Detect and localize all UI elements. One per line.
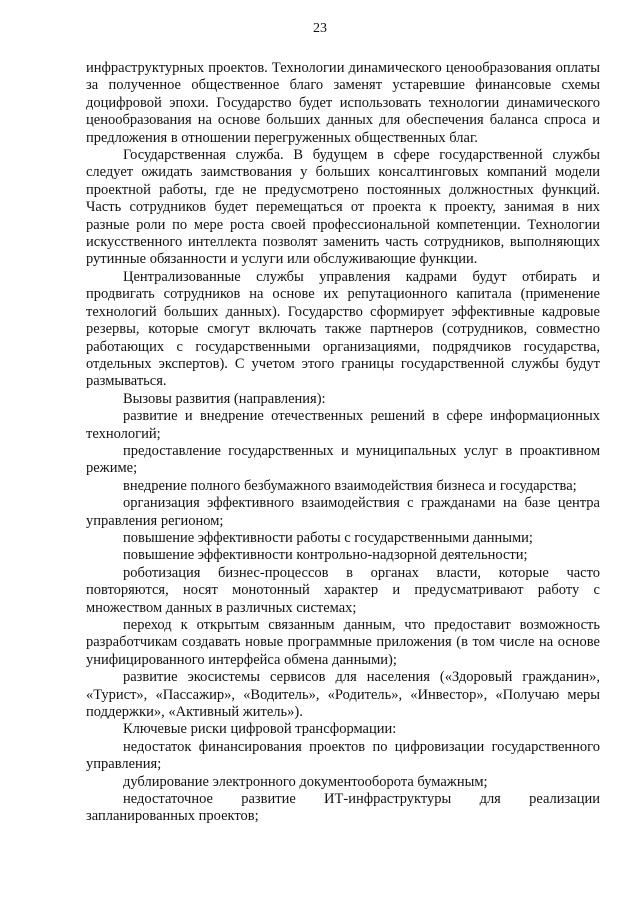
list-item: организация эффективного взаимодействия с гражданами на базе центра управления регионом; bbox=[86, 495, 600, 529]
list-item: дублирование электронного документооборота бумажным; bbox=[123, 773, 488, 790]
list-item: повышение эффективности контрольно-надзорной деятельности; bbox=[123, 547, 528, 564]
list-item: предоставление государственных и муниципальных услуг в проактивном режиме; bbox=[86, 442, 600, 477]
paragraph-continuation: инфраструктурных проектов. Технологии динамического ценообразования оплаты за полученное общественное благо заменят устаревшие финансовые схемы доцифровой эпохи. Государство будет использовать технологии динамического ценообразования на основе больших данных для обеспечения баланса спроса и предложения в отношении перегруженных общественных благ. bbox=[86, 60, 600, 146]
list-item: переход к открытым связанным данным, что предоставит возможность разработчикам создавать новые программные приложения (в том числе на основе унифицированного интерфейса обмена данными); bbox=[86, 617, 600, 668]
list-item: повышение эффективности работы с государственными данными; bbox=[123, 529, 533, 546]
list-item: внедрение полного безбумажного взаимодействия бизнеса и государства; bbox=[123, 477, 577, 494]
list-item: развитие и внедрение отечественных решений в сфере информационных технологий; bbox=[86, 408, 600, 442]
list-item: недостаточное развитие ИТ-инфраструктуры для реализации запланированных проектов; bbox=[86, 791, 600, 825]
list-item: развитие экосистемы сервисов для населения («Здоровый гражданин», «Турист», «Пассажир», «Водитель», «Родитель», «Инвестор», «Получаю меры поддержки», «Активный житель»). bbox=[86, 669, 600, 721]
heading-development-challenges: Вызовы развития (направления): bbox=[123, 390, 326, 407]
document-body bbox=[86, 60, 600, 826]
list-item: недостаток финансирования проектов по цифровизации государственного управления; bbox=[86, 738, 600, 773]
paragraph-civil-service: Государственная служба. В будущем в сфере государственной службы следует ожидать заимствования у больших консалтинговых компаний модели проектной работы, где не предусмотрено постоянных должностных функций. Часть сотрудников будет перемещаться от проекта к проекту, занимая в них разные роли по мере роста своей профессиональной компетенции. Технологии искусственного интеллекта позволят заменить часть сотрудников, выполняющих рутинные обязанности и услуги или обслуживающие функции. bbox=[86, 147, 600, 268]
heading-key-risks: Ключевые риски цифровой трансформации: bbox=[123, 721, 397, 738]
page-number: 23 bbox=[313, 21, 327, 36]
paragraph-hr-services: Централизованные службы управления кадрами будут отбирать и продвигать сотрудников на основе их репутационного капитала (применение технологий больших данных). Государство сформирует эффективные кадровые резервы, которые смогут включать также партнеров (сотрудников, совместно работающих с государственными организациями, подрядчиков государства, отдельных экспертов). С учетом этого границы государственной службы будут размываться. bbox=[86, 268, 600, 390]
list-item: роботизация бизнес-процессов в органах власти, которые часто повторяются, носят монотонный характер и предусматривают работу с множеством данных в различных системах; bbox=[86, 564, 600, 616]
